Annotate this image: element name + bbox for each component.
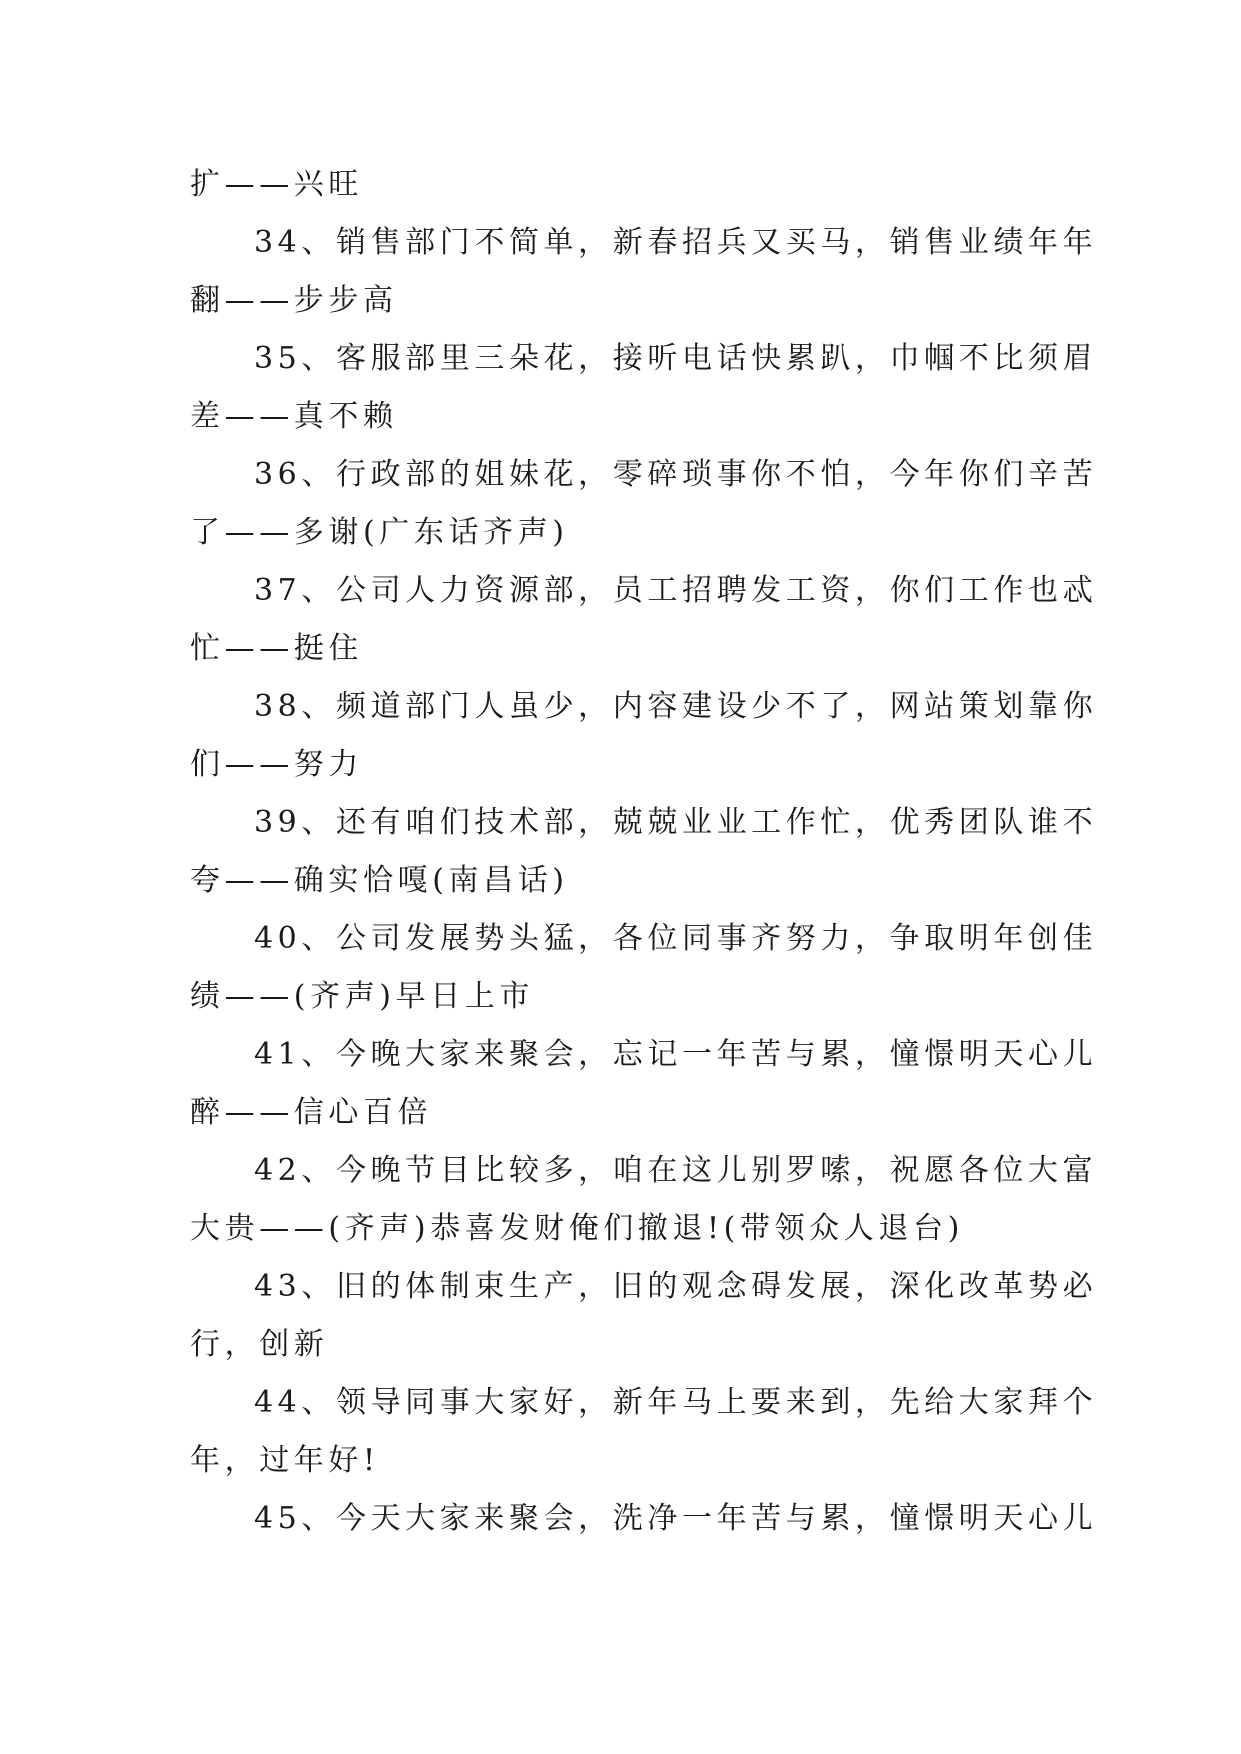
item-line-first: 34、销售部门不简单，新春招兵又买马，销售业绩年年 <box>254 225 1098 260</box>
item-line-first: 42、今晚节目比较多，咱在这儿别罗嗦，祝愿各位大富 <box>254 1153 1098 1188</box>
list-item-35 <box>190 330 1098 446</box>
item-line-second: 醉——信心百倍 <box>190 1095 433 1130</box>
item-line-second: 了——多谢(广东话齐声) <box>190 515 569 550</box>
item-line-second: 行，创新 <box>190 1327 329 1362</box>
list-item-38 <box>190 678 1098 794</box>
item-line-first: 43、旧的体制束生产，旧的观念碍发展，深化改革势必 <box>254 1269 1098 1304</box>
continuation-line: 扩——兴旺 <box>190 167 363 202</box>
item-line-second: 绩——(齐声)早日上市 <box>190 979 535 1014</box>
list-item-42 <box>190 1142 1098 1258</box>
item-line-second: 夸——确实恰嘎(南昌话) <box>190 863 569 898</box>
list-item-37 <box>190 562 1098 678</box>
list-item-34 <box>190 214 1098 330</box>
list-item-43 <box>190 1258 1098 1374</box>
item-line-first: 40、公司发展势头猛，各位同事齐努力，争取明年创佳 <box>254 921 1098 956</box>
item-line-first: 36、行政部的姐妹花，零碎琐事你不怕，今年你们辛苦 <box>254 457 1098 492</box>
item-line-second: 翻——步步高 <box>190 283 398 318</box>
item-line-first: 41、今晚大家来聚会，忘记一年苦与累，憧憬明天心儿 <box>254 1037 1098 1072</box>
list-item-40 <box>190 910 1098 1026</box>
item-line-second: 大贵——(齐声)恭喜发财俺们撤退!(带领众人退台) <box>190 1211 964 1246</box>
item-line-second: 年，过年好! <box>190 1443 380 1478</box>
list-item-39 <box>190 794 1098 910</box>
item-line-first: 38、频道部门人虽少，内容建设少不了，网站策划靠你 <box>254 689 1098 724</box>
item-line-first: 37、公司人力资源部，员工招聘发工资，你们工作也忒 <box>254 573 1098 608</box>
item-line-first: 35、客服部里三朵花，接听电话快累趴，巾帼不比须眉 <box>254 341 1098 376</box>
document-body <box>190 156 1098 1548</box>
item-line-first: 45、今天大家来聚会，洗净一年苦与累，憧憬明天心儿 <box>254 1501 1098 1536</box>
list-item-44 <box>190 1374 1098 1490</box>
list-item-36 <box>190 446 1098 562</box>
item-line-second: 忙——挺住 <box>190 631 363 666</box>
list-item-45 <box>190 1490 1098 1548</box>
item-line-second: 们——努力 <box>190 747 363 782</box>
item-line-first: 44、领导同事大家好，新年马上要来到，先给大家拜个 <box>254 1385 1098 1420</box>
list-item-41 <box>190 1026 1098 1142</box>
item-line-first: 39、还有咱们技术部，兢兢业业工作忙，优秀团队谁不 <box>254 805 1098 840</box>
item-line-second: 差——真不赖 <box>190 399 398 434</box>
